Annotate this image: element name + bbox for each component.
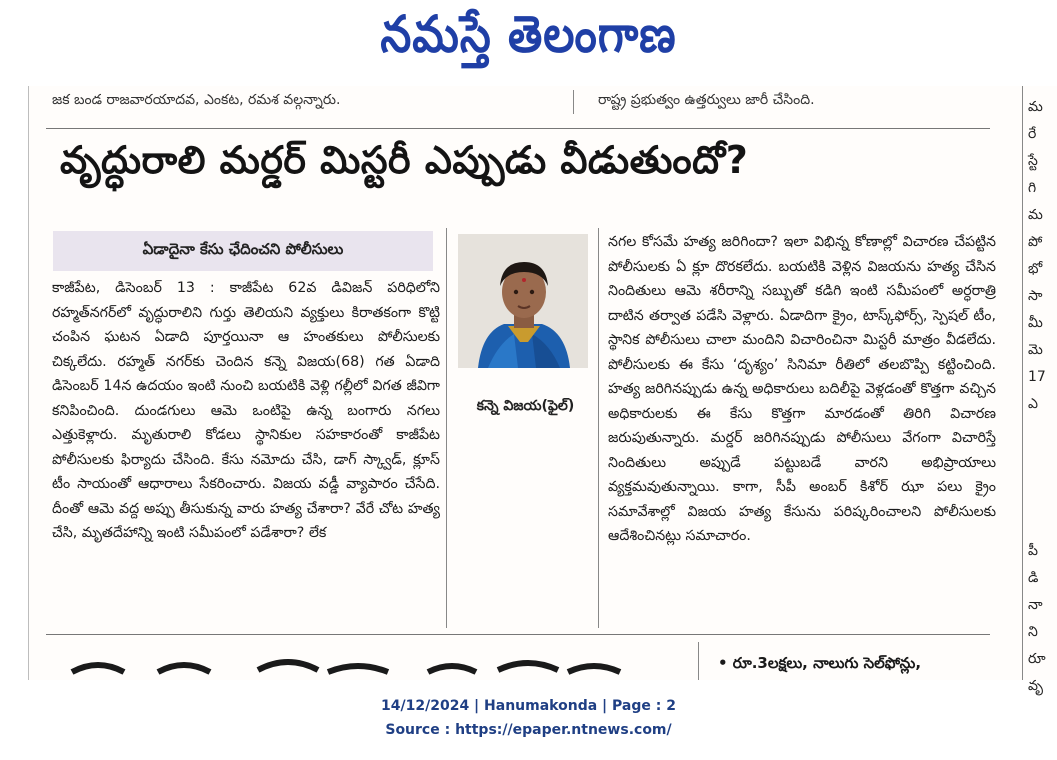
margin-fragment: 17 bbox=[1028, 369, 1046, 385]
margin-fragment: ని bbox=[1028, 624, 1038, 640]
right-margin-fragments bbox=[1028, 94, 1057, 700]
clip-edge-divider bbox=[28, 86, 29, 680]
margin-fragment: మీ bbox=[1028, 315, 1043, 331]
margin-fragment: రే bbox=[1028, 126, 1037, 142]
top-fragment-left: జక బండ రాజవారయాదవ, ఎంకట, రమశ వల్గన్నారు. bbox=[52, 92, 341, 108]
article-body-column-1: కాజీపేట, డిసెంబర్ 13 : కాజీపేట 62వ డివిజన్ పరిధిలోని రహ్మత్‌నగర్‌లో వృద్ధురాలిని గుర్తు తెలియని వ్యక్తులు కిరాతకంగా కొట్టి చంపిన ఘటన ఏడాది పూర్తయినా ఆ హంతకులు పోలీసులకు చిక్కలేదు. రహ్మత్ నగర్‌కు చెందిన కన్నె విజయ(68) గత ఏడాది డిసెంబర్ 14న ఉదయం ఇంటి నుంచి బయటికి వెళ్లి గల్లీలో విగత జీవిగా కనిపించింది. దుండగులు ఆమె ఒంటిపై ఉన్న బంగారు నగలు ఎత్తుకెళ్లారు. మృతురాలి కోడలు స్థానికుల సహకారంతో కాజీపేట పోలీసులకు ఫిర్యాదు చేసింది. కేసు నమోదు చేసి, డాగ్ స్క్వాడ్, క్లూస్ టీం సాయంతో ఆధారాలు సేకరించారు. విజయ వడ్డీ వ్యాపారం చేసేది. దీంతో ఆమె వద్ద అప్పు తీసుకున్న వారు హత్య చేశారా? వేరే చోట హత్య చేసి, మృతదేహాన్ని ఇంటి సమీపంలో పడేశారా? లేక bbox=[52, 280, 440, 541]
photo-caption: కన్నె విజయ(ఫైల్) bbox=[476, 398, 575, 414]
margin-fragment: స్టే bbox=[1028, 153, 1038, 169]
margin-fragment: భో bbox=[1028, 261, 1043, 277]
edition-info: 14/12/2024 | Hanumakonda | Page : 2 bbox=[381, 698, 676, 714]
article-column-1 bbox=[52, 276, 440, 624]
article-body-column-2: నగల కోసమే హత్య జరిగిందా? ఇలా విభిన్న కోణాల్లో విచారణ చేపట్టిన పోలీసులకు ఏ క్లూ దొరకలేదు. బయటికి వెళ్లిన విజయను హత్య చేసిన నిందితులు ఆమె శరీరాన్ని సబ్బుతో కడిగి ఇంటి సమీపంలో అర్ధరాత్రి దాటిన తర్వాత పడేసి వెళ్లారు. ఏడాదిగా క్రైం, టాస్క్‌ఫోర్స్, స్పెషల్ టీం, స్థానిక పోలీసులు చాలా మందిని విచారించినా మిస్టరీ మాత్రం వీడలేదు. పోలీసులకు ఈ కేసు ‘దృశ్యం’ సినిమా రీతిలో తలబొప్పి కట్టించింది. హత్య జరిగినప్పుడు ఉన్న అధికారులు బదిలీపై వెళ్లడంతో కొత్తగా వచ్చిన అధికారులకు ఈ కేసు కొత్తగా మారడంతో తిరిగి విచారణ జరుపుతున్నారు. మర్డర్ జరిగినప్పుడు పోలీసులు వేగంగా విచారిస్తే నిందితులు అప్పుడే పట్టుబడే వారని అభిప్రాయాలు వ్యక్తమవుతున్నాయి. కాగా, సీపీ అంబర్ కిశోర్ ఝా పలు క్రైం సమావేశాల్లో విజయ హత్య కేసును పరిష్కరించాలని పోలీసులకు ఆదేశించినట్లు సమాచారం. bbox=[608, 234, 996, 544]
margin-fragment: డి bbox=[1028, 570, 1039, 586]
page-footer bbox=[0, 694, 1057, 742]
margin-fragment: మ bbox=[1028, 207, 1043, 223]
newspaper-logo: నమస్తే తెలంగాణ bbox=[380, 5, 677, 64]
victim-photo bbox=[458, 234, 588, 368]
margin-fragment: ఎ bbox=[1028, 396, 1038, 412]
side-box-bullet: • రూ.3లక్షలు, నాలుగు సెల్‌ఫోన్లు, bbox=[718, 654, 922, 672]
margin-fragment: సా bbox=[1028, 288, 1043, 304]
top-column-divider bbox=[573, 90, 574, 114]
source-link[interactable]: Source : https://epaper.ntnews.com/ bbox=[385, 722, 672, 738]
cutoff-headline-glyphs bbox=[68, 658, 628, 698]
article-headline: వృద్ధురాలి మర్డర్ మిస్టరీ ఎప్పుడు వీడుతుందో? bbox=[60, 138, 749, 182]
margin-fragment: నా bbox=[1028, 597, 1043, 613]
margin-fragment: మ bbox=[1028, 99, 1043, 115]
next-headline-cutoff bbox=[68, 658, 628, 680]
article-subheadline: ఏడాదైనా కేసు ఛేదించని పోలీసులు bbox=[53, 231, 433, 271]
woman-portrait-image bbox=[458, 234, 588, 368]
column-divider-1 bbox=[446, 228, 447, 628]
bottom-column-divider bbox=[698, 642, 699, 680]
masthead bbox=[0, 0, 1057, 82]
article-bottom-rule bbox=[46, 634, 990, 635]
margin-fragment: పీ bbox=[1028, 543, 1038, 559]
top-fragment-right: రాష్ట్ర ప్రభుత్వం ఉత్తర్వులు జారీ చేసింది. bbox=[598, 92, 815, 108]
column-divider-2 bbox=[598, 228, 599, 628]
margin-fragment: మె bbox=[1028, 342, 1043, 358]
margin-fragment: రూ bbox=[1028, 651, 1046, 667]
right-margin-divider bbox=[1022, 86, 1023, 680]
margin-fragment: వృ bbox=[1028, 678, 1043, 694]
margin-fragment: పో bbox=[1028, 234, 1043, 250]
margin-fragment: గి bbox=[1028, 180, 1037, 196]
headline-top-rule bbox=[46, 128, 990, 129]
article-column-2 bbox=[608, 230, 996, 624]
newspaper-clipping bbox=[28, 86, 1057, 694]
